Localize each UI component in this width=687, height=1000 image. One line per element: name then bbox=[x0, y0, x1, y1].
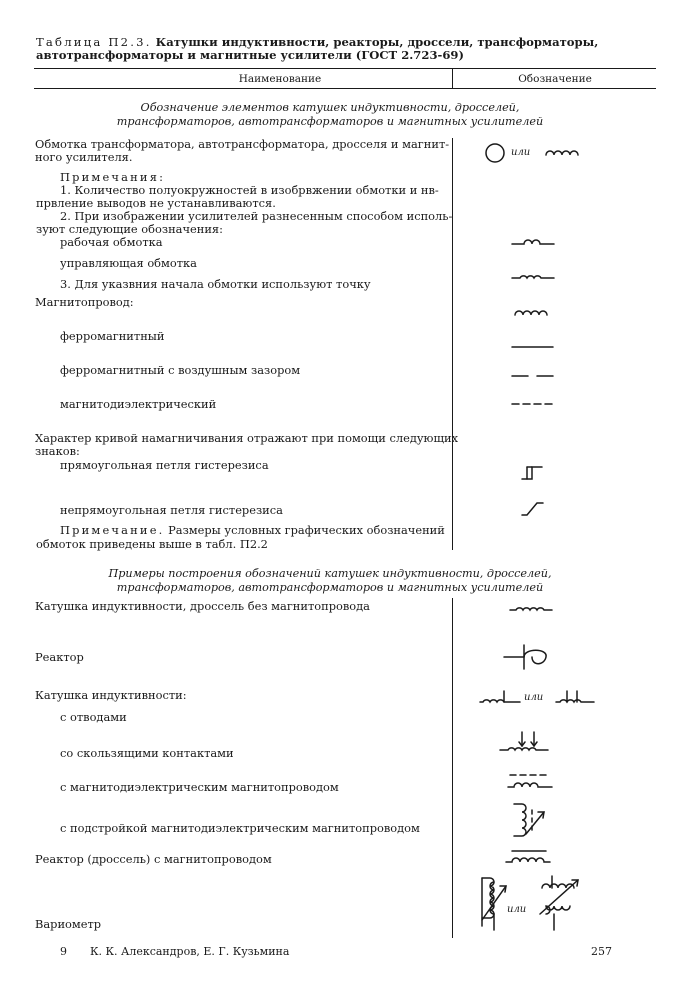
ferro-core-icon bbox=[510, 344, 556, 350]
coil-md-core-icon bbox=[506, 771, 554, 791]
coil-label: Катушка индуктивности: bbox=[35, 688, 187, 702]
header-top-rule bbox=[34, 68, 656, 69]
or-label-1: или bbox=[511, 147, 531, 158]
winding-circle-symbol bbox=[484, 142, 584, 166]
coil-no-core-label: Катушка индуктивности, дроссель без магнитопровода bbox=[35, 599, 370, 613]
final-note-line2: обмоток приведены выше в табл. П2.2 bbox=[36, 537, 268, 551]
or-label-3: или bbox=[507, 904, 527, 915]
reactor-core-label: Реактор (дроссель) с магнитопроводом bbox=[35, 852, 272, 866]
winding-dot-icon bbox=[512, 305, 552, 317]
curve-text-line1: Характер кривой намагничивания отражают при помощи следующих bbox=[35, 431, 459, 445]
coil-sliding-icon bbox=[498, 730, 550, 754]
reactor-icon bbox=[502, 640, 552, 674]
header-column-divider bbox=[452, 68, 453, 88]
control-winding-label: управляющая обмотка bbox=[60, 256, 197, 270]
coil-sliding-label: со скользящими контактами bbox=[60, 746, 234, 760]
reactor-label: Реактор bbox=[35, 650, 84, 664]
final-note-title: Примечание. bbox=[60, 523, 165, 537]
rect-loop-label: прямоугольная петля гистерезиса bbox=[60, 458, 269, 472]
control-winding-icon bbox=[510, 268, 556, 282]
final-note-line1 bbox=[60, 524, 445, 537]
variometer-label: Вариометр bbox=[35, 917, 102, 931]
working-winding-label: рабочая обмотка bbox=[60, 235, 163, 249]
or-label-2: или bbox=[524, 692, 544, 703]
section1-heading-line1: Обозначение элементов катушек индуктивности, дросселей, bbox=[140, 101, 520, 114]
magnetodielectric-core-icon bbox=[510, 401, 556, 407]
coil-no-core-icon bbox=[508, 600, 554, 614]
winding-text-line2: ного усилителя. bbox=[35, 150, 133, 164]
ferro-label: ферромагнитный bbox=[60, 329, 165, 343]
note2-line1: 2. При изображении усилителей разнесенным способом исполь- bbox=[60, 209, 453, 223]
column-divider-2 bbox=[452, 598, 453, 938]
curve-text-line2: знаков: bbox=[35, 444, 80, 458]
footer-authors: К. К. Александров, Е. Г. Кузьмина bbox=[90, 945, 290, 958]
reactor-core-icon bbox=[504, 848, 552, 866]
ferro-gap-core-icon bbox=[510, 373, 556, 379]
nonrect-loop-label: непрямоугольная петля гистерезиса bbox=[60, 503, 283, 517]
table-title-line2: автотрансформаторы и магнитные усилители (ГОСТ 2.723-69) bbox=[36, 48, 464, 62]
header-designation: Обозначение bbox=[518, 73, 592, 85]
note3: 3. Для указвния начала обмотки используют точку bbox=[60, 277, 371, 291]
note1-line2: првление выводов не устанавливаются. bbox=[36, 196, 276, 210]
coil-md-core-label: с магнитодиэлектрическим магнитопроводом bbox=[60, 780, 339, 794]
header-name: Наименование bbox=[238, 73, 322, 85]
notes-title: Примечания: bbox=[60, 170, 166, 184]
final-note-text: Размеры условных графических обозначений bbox=[168, 523, 445, 537]
variometer-icon bbox=[476, 872, 588, 936]
winding-text-line1: Обмотка трансформатора, автотрансформатора, дросселя и магнит- bbox=[35, 137, 450, 151]
nonrect-hysteresis-icon bbox=[520, 498, 546, 518]
table-title-prefix: Таблица П2.3. bbox=[36, 35, 152, 49]
section1-heading-line2: трансформаторов, автотрансформаторов и магнитных усилителей bbox=[116, 115, 544, 128]
core-label: Магнитопровод: bbox=[35, 295, 134, 309]
note2-line2: зуют следующие обозначения: bbox=[36, 222, 223, 236]
note1-line1: 1. Количество полуокружностей в изобрвжении обмотки и нв- bbox=[60, 183, 439, 197]
coil-md-core-tuning-label: с подстройкой магнитодиэлектрическим магнитопроводом bbox=[60, 821, 420, 835]
section2-heading-line2: трансформаторов, автотрансформаторов и магнитных усилителей bbox=[116, 581, 544, 594]
footer-right-page: 257 bbox=[591, 945, 612, 958]
rect-hysteresis-icon bbox=[520, 463, 546, 483]
ferro-gap-label: ферромагнитный с воздушным зазором bbox=[60, 363, 301, 377]
column-divider-1 bbox=[452, 138, 453, 550]
section2-heading-line1: Примеры построения обозначений катушек индуктивности, дросселей, bbox=[108, 567, 552, 580]
coil-md-core-tuning-icon bbox=[510, 800, 550, 842]
working-winding-icon bbox=[510, 234, 556, 248]
coil-taps-label: с отводами bbox=[60, 710, 127, 724]
table-title-line1: Катушки индуктивности, реакторы, дроссели, трансформаторы, bbox=[155, 35, 599, 49]
header-bottom-rule bbox=[34, 88, 656, 89]
magnetodielectric-label: магнитодиэлектрический bbox=[60, 397, 217, 411]
footer-left-page: 9 bbox=[60, 945, 67, 958]
